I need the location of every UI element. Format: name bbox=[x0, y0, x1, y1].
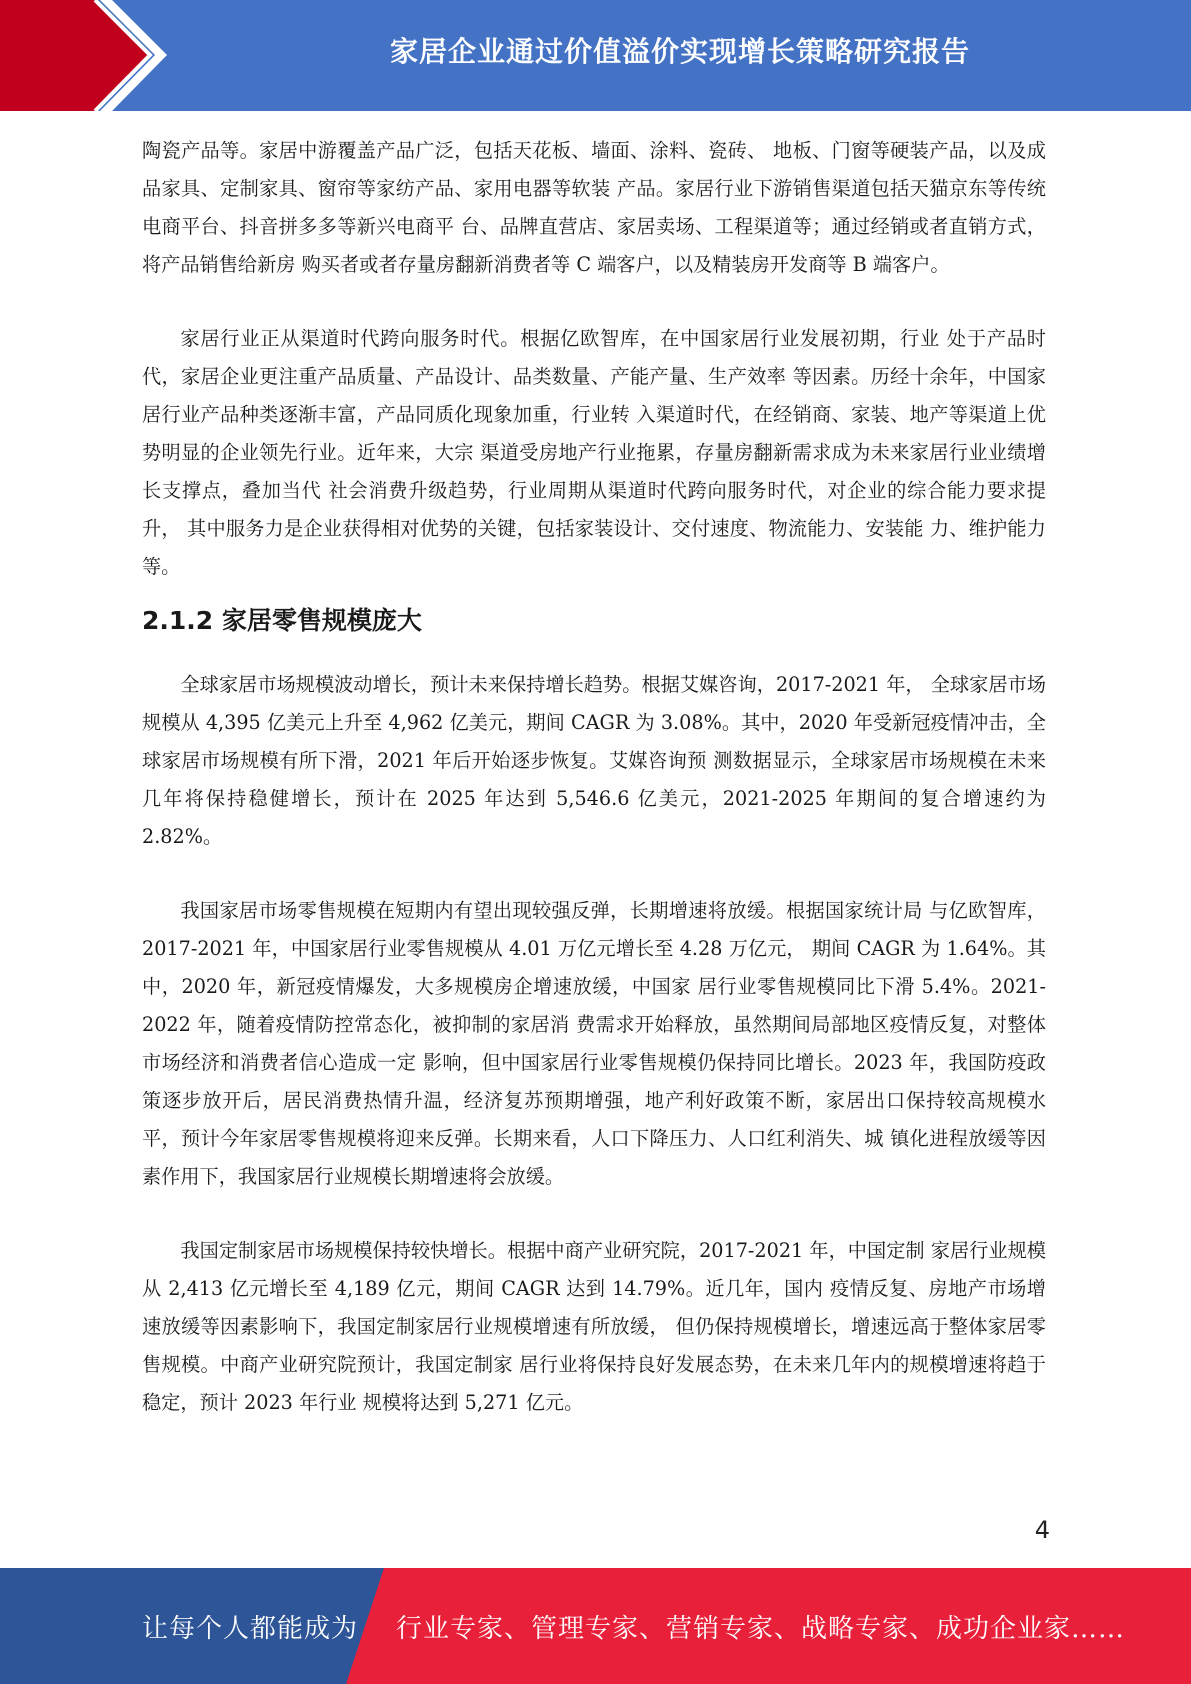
footer-slogan-left: 让每个人都能成为 bbox=[142, 1613, 359, 1644]
paragraph-3: 全球家居市场规模波动增长，预计未来保持增长趋势。根据艾媒咨询，2017-2021 年， 全球家居市场规模从 4,395 亿美元上升至 4,962 亿美元，期间 CAGR 为 3.08%。其中，2020 年受新冠疫情冲击，全球家居市场规模有所下滑，2021 年后开始逐步恢复。艾媒咨询预 测数据显示，全球家居市场规模在未来几年将保持稳健增长，预计在 2025 年达到 5,546.6 亿美元，2021-2025 年期间的复合增速约为 2.82%。 bbox=[142, 673, 1046, 848]
page-content bbox=[142, 132, 1046, 1422]
footer-slogan-right: 行业专家、管理专家、营销专家、战略专家、成功企业家…… bbox=[396, 1613, 1126, 1644]
report-title: 家居企业通过价值溢价实现增长策略研究报告 bbox=[389, 35, 970, 68]
paragraph-4: 我国家居市场零售规模在短期内有望出现较强反弹，长期增速将放缓。根据国家统计局 与亿欧智库，2017-2021 年，中国家居行业零售规模从 4.01 万亿元增长至 4.28 万亿元， 期间 CAGR 为 1.64%。其中，2020 年，新冠疫情爆发，大多规模房企增速放缓，中国家 居行业零售规模同比下滑 5.4%。2021-2022 年，随着疫情防控常态化，被抑制的家居消 费需求开始释放，虽然期间局部地区疫情反复，对整体市场经济和消费者信心造成一定 影响，但中国家居行业零售规模仍保持同比增长。2023 年，我国防疫政策逐步放开后，居民消费热情升温，经济复苏预期增强，地产利好政策不断，家居出口保持较高规模水 平，预计今年家居零售规模将迎来反弹。长期来看，人口下降压力、人口红利消失、城 镇化进程放缓等因素作用下，我国家居行业规模长期增速将会放缓。 bbox=[142, 899, 1046, 1188]
section-heading: 2.1.2 家居零售规模庞大 bbox=[142, 606, 422, 635]
page-number: 4 bbox=[1034, 1516, 1050, 1544]
page-footer bbox=[0, 1568, 1191, 1684]
paragraph-1: 陶瓷产品等。家居中游覆盖产品广泛，包括天花板、墙面、涂料、瓷砖、 地板、门窗等硬装产品，以及成品家具、定制家具、窗帘等家纺产品、家用电器等软装 产品。家居行业下游销售渠道包括天猫京东等传统电商平台、抖音拼多多等新兴电商平 台、品牌直营店、家居卖场、工程渠道等；通过经销或者直销方式，将产品销售给新房 购买者或者存量房翻新消费者等 C 端客户，以及精装房开发商等 B 端客户。 bbox=[142, 139, 1046, 276]
page-header bbox=[0, 0, 1191, 111]
paragraph-2: 家居行业正从渠道时代跨向服务时代。根据亿欧智库，在中国家居行业发展初期，行业 处于产品时代，家居企业更注重产品质量、产品设计、品类数量、产能产量、生产效率 等因素。历经十余年，中国家居行业产品种类逐渐丰富，产品同质化现象加重，行业转 入渠道时代，在经销商、家装、地产等渠道上优势明显的企业领先行业。近年来，大宗 渠道受房地产行业拖累，存量房翻新需求成为未来家居行业业绩增长支撑点，叠加当代 社会消费升级趋势，行业周期从渠道时代跨向服务时代，对企业的综合能力要求提升， 其中服务力是企业获得相对优势的关键，包括家装设计、交付速度、物流能力、安装能 力、维护能力等。 bbox=[142, 327, 1046, 578]
paragraph-5: 我国定制家居市场规模保持较快增长。根据中商产业研究院，2017-2021 年，中国定制 家居行业规模从 2,413 亿元增长至 4,189 亿元，期间 CAGR 达到 14.79%。近几年，国内 疫情反复、房地产市场增速放缓等因素影响下，我国定制家居行业规模增速有所放缓， 但仍保持规模增长，增速远高于整体家居零售规模。中商产业研究院预计，我国定制家 居行业将保持良好发展态势，在未来几年内的规模增速将趋于稳定，预计 2023 年行业 规模将达到 5,271 亿元。 bbox=[142, 1239, 1046, 1414]
